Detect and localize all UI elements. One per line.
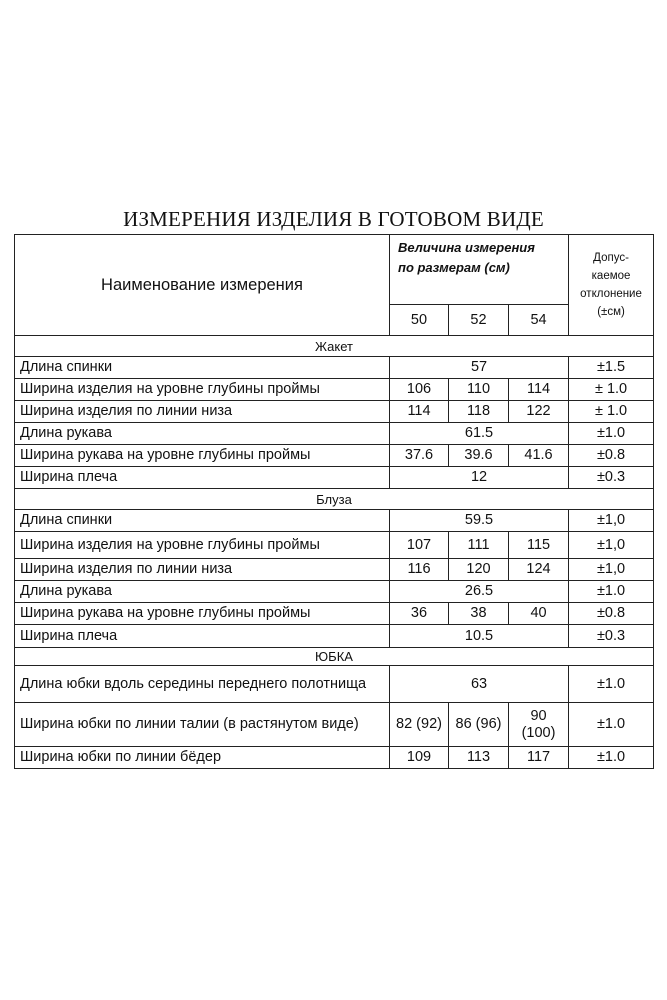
- measurement-name: Длина спинки: [15, 510, 390, 532]
- size-value: 114: [509, 379, 569, 401]
- measurement-name: Ширина изделия на уровне глубины проймы: [15, 379, 390, 401]
- size-value: 37.6: [390, 445, 449, 467]
- table-row: [15, 703, 654, 747]
- measurement-name: Ширина юбки по линии талии (в растянутом виде): [15, 703, 390, 747]
- size-value: 39.6: [449, 445, 509, 467]
- size-value: 120: [449, 559, 509, 581]
- table-row: [15, 510, 654, 532]
- size-value: 114: [390, 401, 449, 423]
- table-row: [15, 747, 654, 769]
- measurement-name: Ширина изделия по линии низа: [15, 401, 390, 423]
- size-value: 118: [449, 401, 509, 423]
- section-title: Блуза: [15, 489, 654, 510]
- measurement-name: Длина рукава: [15, 423, 390, 445]
- size-value: 124: [509, 559, 569, 581]
- common-value: 61.5: [390, 423, 569, 445]
- header-measure-line2: по размерам (см): [398, 260, 510, 275]
- section-title: ЮБКА: [15, 648, 654, 666]
- document-title: ИЗМЕРЕНИЯ ИЗДЕЛИЯ В ГОТОВОМ ВИДЕ: [123, 207, 544, 231]
- size-value: 110: [449, 379, 509, 401]
- measurement-name: Ширина плеча: [15, 625, 390, 648]
- measurement-name: Длина спинки: [15, 357, 390, 379]
- tolerance-value: ±1,0: [569, 510, 654, 532]
- common-value: 63: [390, 666, 569, 703]
- tolerance-value: ±1.0: [569, 423, 654, 445]
- measurement-name: Ширина рукава на уровне глубины проймы: [15, 603, 390, 625]
- tolerance-value: ±1.5: [569, 357, 654, 379]
- tolerance-value: ±1,0: [569, 532, 654, 559]
- tolerance-value: ±0.8: [569, 445, 654, 467]
- measurement-name: Ширина юбки по линии бёдер: [15, 747, 390, 769]
- header-measure-line1: Величина измерения: [398, 240, 535, 255]
- size-value: 82 (92): [390, 703, 449, 747]
- section-row: [15, 648, 654, 666]
- common-value: 57: [390, 357, 569, 379]
- header-name-cell: Наименование измерения: [15, 235, 390, 336]
- size-header-54: 54: [509, 305, 569, 336]
- tolerance-value: ± 1.0: [569, 379, 654, 401]
- measurement-name: Длина юбки вдоль середины переднего полотнища: [15, 666, 390, 703]
- measurements-table: [14, 234, 654, 769]
- tolerance-value: ±1.0: [569, 666, 654, 703]
- measurement-name: Ширина изделия на уровне глубины проймы: [15, 532, 390, 559]
- size-value: 107: [390, 532, 449, 559]
- header-tolerance-cell: [569, 235, 654, 336]
- section-row: [15, 489, 654, 510]
- size-header-52: 52: [449, 305, 509, 336]
- section-row: [15, 336, 654, 357]
- header-tol-line1: Допус-: [593, 252, 629, 264]
- common-value: 26.5: [390, 581, 569, 603]
- table-row: [15, 666, 654, 703]
- common-value: 12: [390, 467, 569, 489]
- table-row: [15, 357, 654, 379]
- size-value: 38: [449, 603, 509, 625]
- size-value: 40: [509, 603, 569, 625]
- size-value: 86 (96): [449, 703, 509, 747]
- size-value: 122: [509, 401, 569, 423]
- common-value: 59.5: [390, 510, 569, 532]
- size-value: 115: [509, 532, 569, 559]
- table-row: [15, 379, 654, 401]
- table-row: [15, 445, 654, 467]
- section-title: Жакет: [15, 336, 654, 357]
- size-value: 36: [390, 603, 449, 625]
- common-value: 10.5: [390, 625, 569, 648]
- header-row-top: [15, 235, 654, 305]
- tolerance-value: ±1.0: [569, 747, 654, 769]
- measurement-name: Ширина изделия по линии низа: [15, 559, 390, 581]
- measurement-name: Длина рукава: [15, 581, 390, 603]
- tolerance-value: ±1.0: [569, 581, 654, 603]
- size-value: 90 (100): [509, 703, 569, 747]
- table-row: [15, 467, 654, 489]
- table-row: [15, 532, 654, 559]
- tolerance-value: ± 1.0: [569, 401, 654, 423]
- table-row: [15, 625, 654, 648]
- table-row: [15, 559, 654, 581]
- header-measure-cell: [390, 235, 569, 305]
- tolerance-value: ±0.8: [569, 603, 654, 625]
- tolerance-value: ±0.3: [569, 625, 654, 648]
- header-tol-line4: (±см): [597, 306, 625, 318]
- size-value: 41.6: [509, 445, 569, 467]
- header-tol-line3: отклонение: [580, 288, 642, 300]
- table-row: [15, 581, 654, 603]
- size-value: 111: [449, 532, 509, 559]
- table-row: [15, 423, 654, 445]
- tolerance-value: ±1.0: [569, 703, 654, 747]
- size-header-50: 50: [390, 305, 449, 336]
- table-row: [15, 603, 654, 625]
- tolerance-value: ±1,0: [569, 559, 654, 581]
- measurement-name: Ширина плеча: [15, 467, 390, 489]
- size-value: 109: [390, 747, 449, 769]
- header-tol-line2: каемое: [591, 270, 631, 282]
- table-row: [15, 401, 654, 423]
- measurement-name: Ширина рукава на уровне глубины проймы: [15, 445, 390, 467]
- size-value: 113: [449, 747, 509, 769]
- size-value: 116: [390, 559, 449, 581]
- size-value: 106: [390, 379, 449, 401]
- size-value: 117: [509, 747, 569, 769]
- tolerance-value: ±0.3: [569, 467, 654, 489]
